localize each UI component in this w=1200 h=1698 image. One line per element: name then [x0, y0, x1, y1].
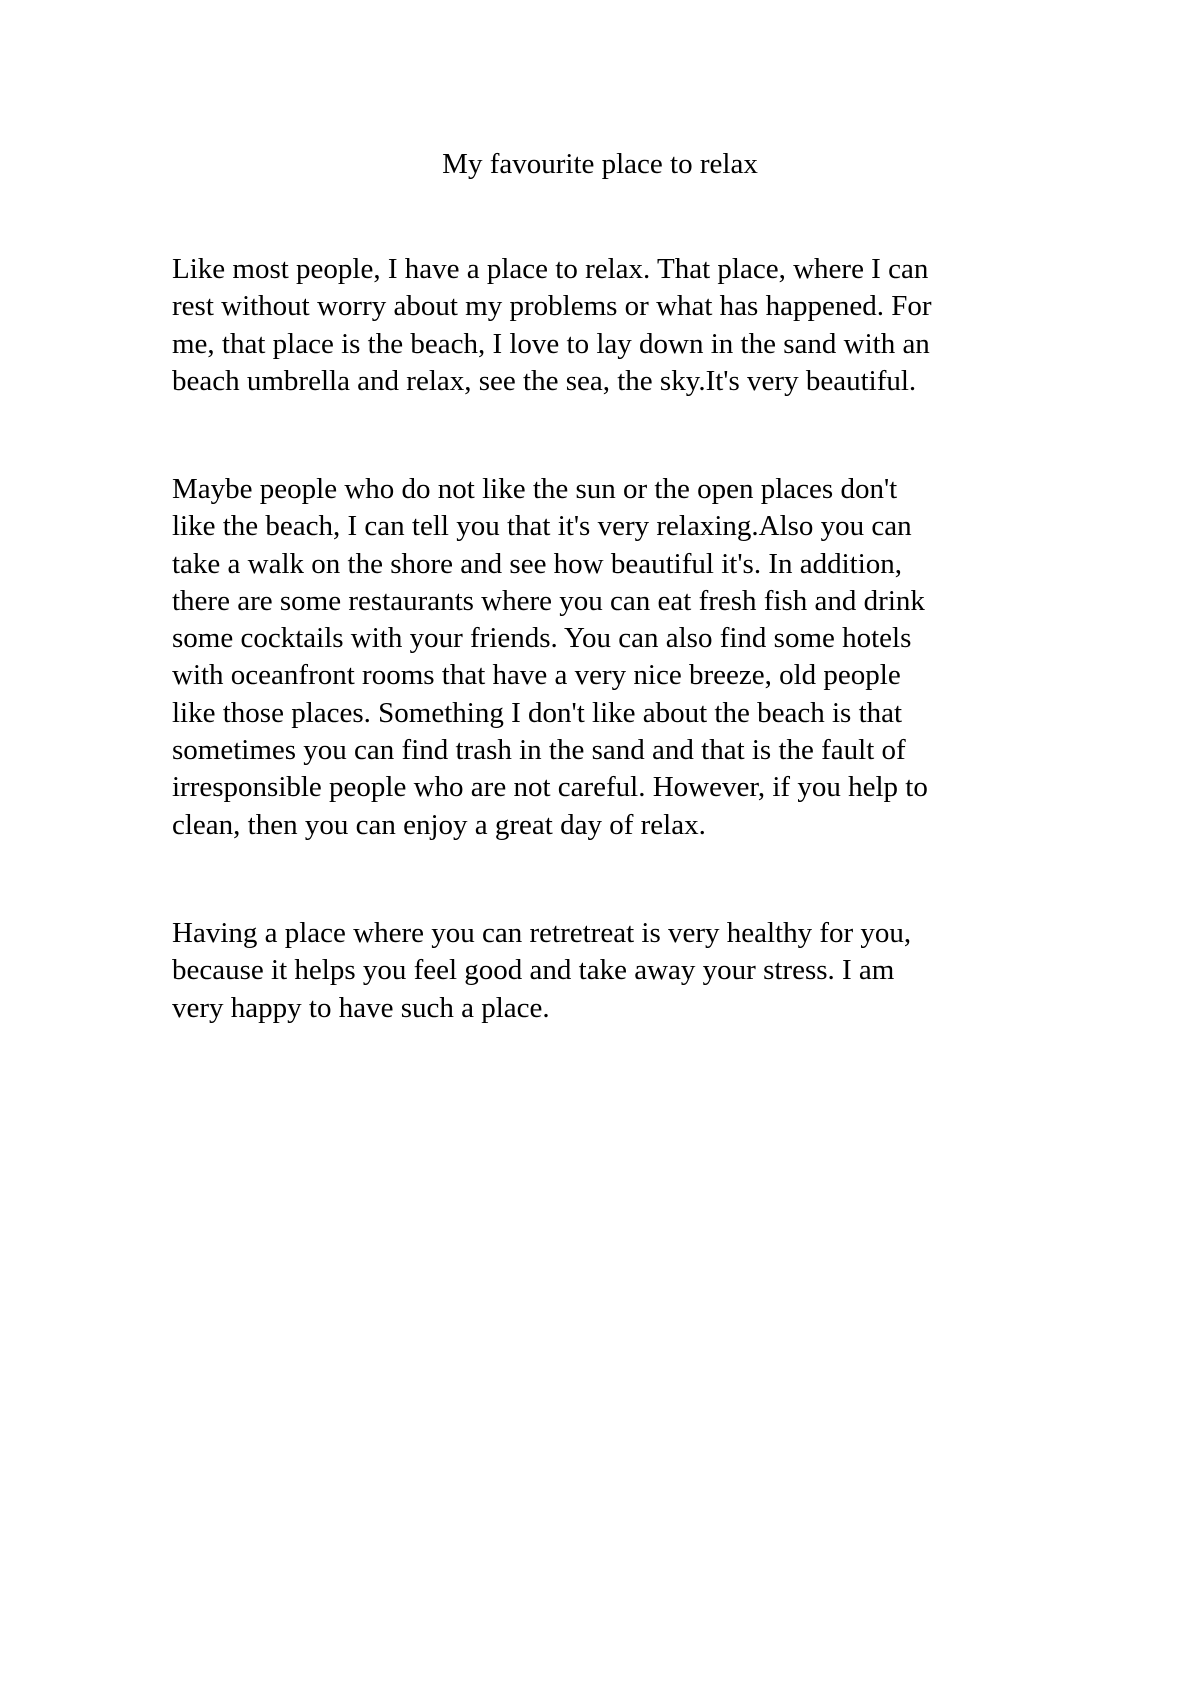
- paragraph-line: Having a place where you can retretreat is very healthy for you,: [172, 917, 912, 949]
- paragraph-line: like those places. Something I don't like about the beach is that: [172, 696, 903, 729]
- paragraph-line: with oceanfront rooms that have a very nice breeze, old people: [172, 659, 901, 692]
- paragraph-line: rest without worry about my problems or what has happened. For: [172, 290, 932, 323]
- paragraph-line: because it helps you feel good and take away your stress. I am: [172, 954, 895, 987]
- paragraph-line: sometimes you can find trash in the sand and that is the fault of: [172, 734, 906, 767]
- paragraph-3: [172, 915, 1052, 1027]
- paragraph-line: me, that place is the beach, I love to lay down in the sand with an: [172, 327, 930, 360]
- paragraph-line: take a walk on the shore and see how beautiful it's. In addition,: [172, 547, 903, 580]
- paragraph-line: some cocktails with your friends. You can also find some hotels: [172, 622, 912, 655]
- paragraph-line: Like most people, I have a place to relax. That place, where I can: [172, 253, 929, 285]
- paragraph-line: there are some restaurants where you can eat fresh fish and drink: [172, 584, 925, 617]
- paragraph-line: Maybe people who do not like the sun or the open places don't: [172, 473, 898, 505]
- paragraph-line: clean, then you can enjoy a great day of relax.: [172, 808, 706, 841]
- paragraph-1: [172, 251, 1052, 400]
- document-title: My favourite place to relax: [442, 148, 758, 180]
- paragraph-line: like the beach, I can tell you that it's very relaxing.Also you can: [172, 510, 912, 543]
- paragraph-line: beach umbrella and relax, see the sea, the sky.It's very beautiful.: [172, 364, 917, 397]
- paragraph-line: very happy to have such a place.: [172, 991, 550, 1024]
- paragraph-line: irresponsible people who are not careful. However, if you help to: [172, 771, 928, 804]
- paragraph-2: [172, 471, 1052, 844]
